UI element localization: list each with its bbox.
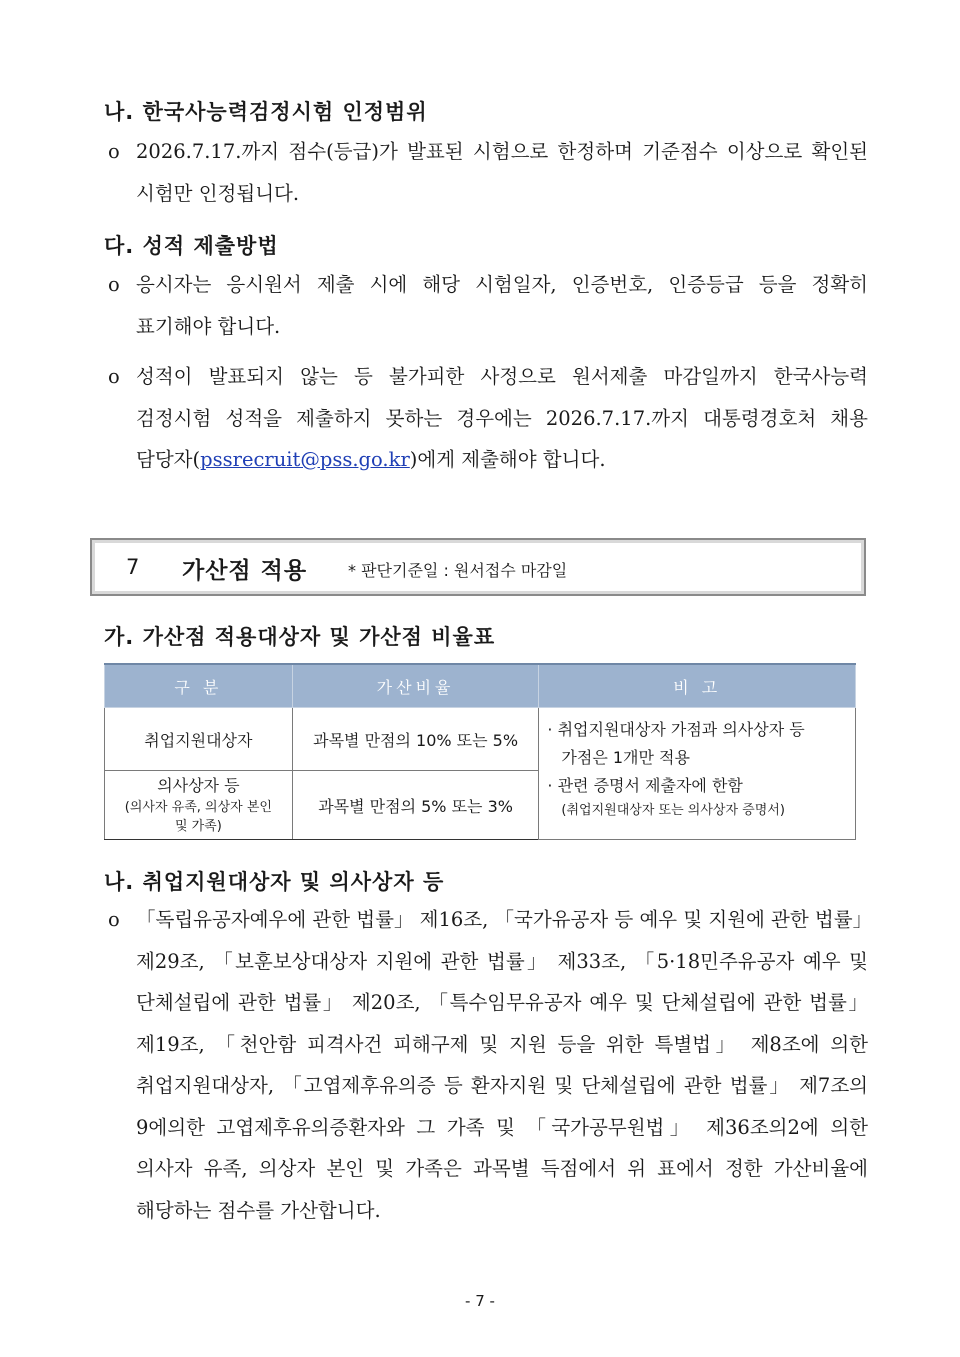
text-line: 표기해야 합니다. (136, 314, 281, 338)
rate-cell: 과목별 만점의 5% 또는 3% (292, 771, 539, 840)
bullet: o (108, 140, 120, 163)
bullet: o (108, 365, 120, 388)
section-header-box (90, 538, 866, 596)
section-note: * 판단기준일 : 원서접수 마감일 (348, 561, 568, 580)
text-line: 시험만 인정됩니다. (136, 181, 300, 205)
text-line: 성적이 발표되지 않는 등 불가피한 사정으로 원서제출 마감일까지 한국사능력 (136, 365, 868, 388)
heading-score-submission: 다. 성적 제출방법 (104, 234, 279, 258)
table-header: 가산비율 (292, 664, 539, 708)
text-line: 제29조, 「보훈보상대상자 지원에 관한 법률」 제33조, 「5·18민주유공자 예우 및 (136, 949, 868, 973)
heading-bonus-table: 가. 가산점 적용대상자 및 가산점 비율표 (104, 625, 496, 649)
text-line: 의사자 유족, 의상자 본인 및 가족은 과목별 득점에서 위 표에서 정한 가산비율에 (136, 1157, 868, 1180)
paragraph-score-submission-1 (108, 264, 868, 347)
text-line: 취업지원대상자, 「고엽제후유의증 등 환자지원 및 단체설립에 관한 법률」 제7조의 (136, 1074, 868, 1097)
remark-line: 가점은 1개만 적용 (561, 748, 690, 767)
bonus-rate-table (104, 663, 856, 840)
rate-cell: 과목별 만점의 10% 또는 5% (292, 708, 539, 771)
section-title: 가산점 적용 (182, 558, 308, 584)
paragraph-eligible-persons (108, 899, 873, 1231)
table-header: 비 고 (539, 664, 856, 708)
remark-note: (취업지원대상자 또는 의사상자 증명서) (561, 803, 785, 818)
text-line: 2026.7.17.까지 점수(등급)가 발표된 시험으로 한정하며 기준점수 이상으로 확인된 (136, 140, 868, 163)
section-number: 7 (126, 555, 140, 579)
text-suffix: )에게 제출해야 합니다. (409, 448, 606, 471)
text-line (108, 439, 868, 481)
category-cell (105, 771, 293, 840)
remarks-cell (539, 708, 856, 840)
heading-history-exam-scope: 나. 한국사능력검정시험 인정범위 (104, 100, 428, 124)
bullet: o (108, 908, 120, 931)
text-line: 응시자는 응시원서 제출 시에 해당 시험일자, 인증번호, 인증등급 등을 정확히 (136, 273, 868, 296)
category-label: 의사상자 등 (157, 776, 240, 795)
text-prefix: 담당자( (136, 448, 201, 471)
text-line: 단체설립에 관한 법률」 제20조, 「특수임무유공자 예우 및 단체설립에 관한 법률」 (136, 991, 868, 1014)
table-header: 구 분 (105, 664, 293, 708)
bullet: o (108, 273, 120, 296)
heading-eligible-persons: 나. 취업지원대상자 및 의사상자 등 (104, 870, 445, 894)
text-line: 「독립유공자예우에 관한 법률」 제16조, 「국가유공자 등 예우 및 지원에 관한 법률」 (136, 908, 873, 931)
text-line: 해당하는 점수를 가산합니다. (136, 1198, 381, 1222)
paragraph-score-submission-2 (108, 356, 868, 481)
email-link[interactable]: pssrecruit@pss.go.kr (200, 448, 410, 471)
page-number: - 7 - (465, 1292, 495, 1310)
remark-line: · 관련 증명서 제출자에 한함 (547, 776, 743, 795)
category-sub: (의사자 유족, 의상자 본인 및 가족) (124, 800, 272, 834)
text-line: 제19조, 「천안함 피격사건 피해구제 및 지원 등을 위한 특별법」 제8조에 의한 (136, 1032, 868, 1056)
category-cell: 취업지원대상자 (105, 708, 293, 771)
table-row (105, 708, 856, 771)
text-line: 9에의한 고엽제후유의증환자와 그 가족 및 「국가공무원법」 제36조의2에 의한 (136, 1115, 868, 1139)
remark-line: · 취업지원대상자 가점과 의사상자 등 (547, 720, 805, 739)
paragraph-history-exam-scope (108, 131, 868, 214)
text-line: 검정시험 성적을 제출하지 못하는 경우에는 2026.7.17.까지 대통령경호처 채용 (136, 406, 868, 430)
